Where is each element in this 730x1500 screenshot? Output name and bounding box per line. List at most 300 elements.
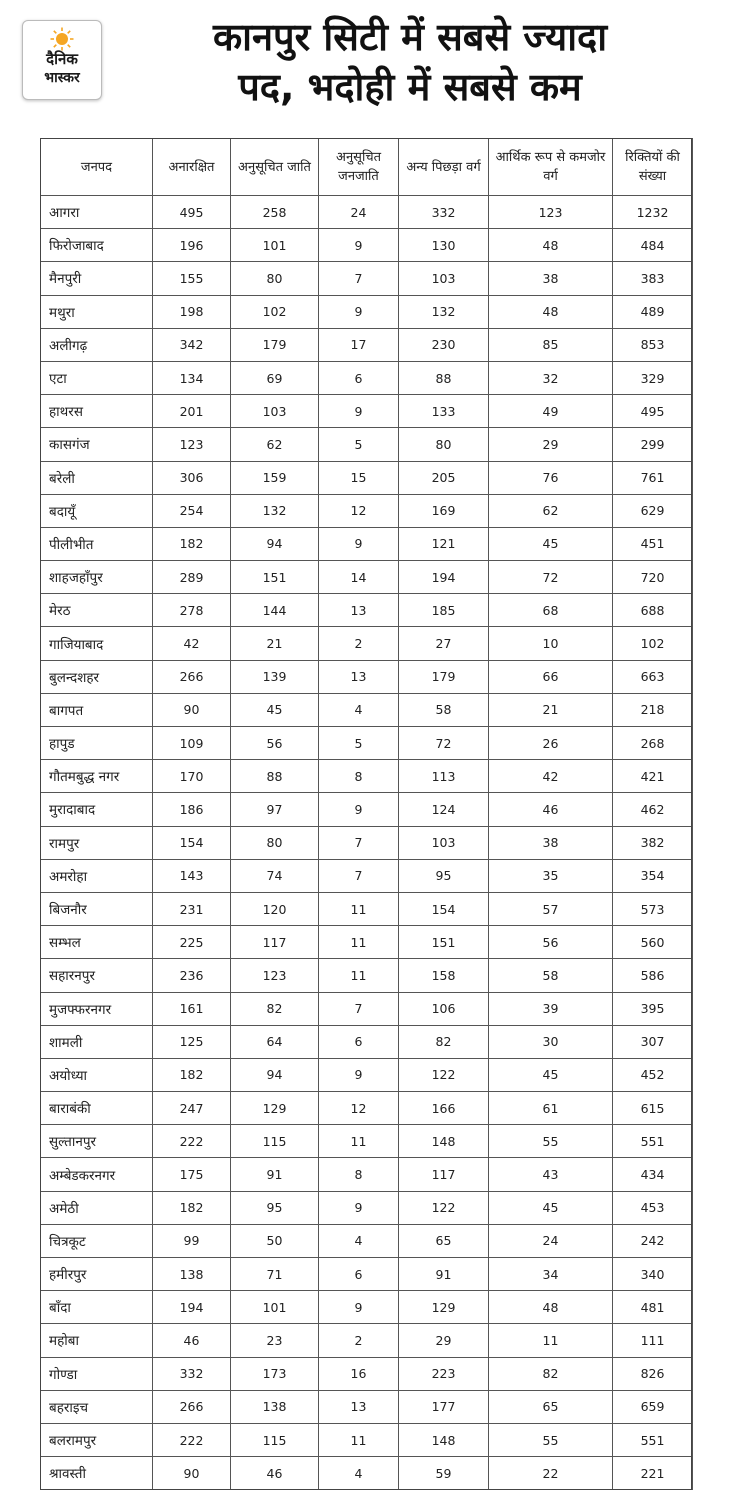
obc-cell: 122 bbox=[399, 1058, 489, 1091]
district-cell: अमरोहा bbox=[41, 859, 153, 892]
vacancies-cell: 453 bbox=[613, 1191, 693, 1224]
st-cell: 13 bbox=[319, 1390, 399, 1423]
sc-cell: 151 bbox=[231, 561, 319, 594]
ews-cell: 35 bbox=[489, 859, 613, 892]
ews-cell: 30 bbox=[489, 1025, 613, 1058]
table-row bbox=[41, 494, 693, 527]
ews-cell: 10 bbox=[489, 627, 613, 660]
unreserved-cell: 342 bbox=[153, 328, 231, 361]
table-row bbox=[41, 959, 693, 992]
district-cell: आगरा bbox=[41, 196, 153, 229]
st-cell: 12 bbox=[319, 1092, 399, 1125]
obc-cell: 59 bbox=[399, 1457, 489, 1490]
ews-cell: 55 bbox=[489, 1423, 613, 1456]
unreserved-cell: 332 bbox=[153, 1357, 231, 1390]
col-header-unreserved: अनारक्षित bbox=[153, 139, 231, 196]
table-row bbox=[41, 229, 693, 262]
col-header-sc: अनुसूचित जाति bbox=[231, 139, 319, 196]
obc-cell: 205 bbox=[399, 461, 489, 494]
st-cell: 9 bbox=[319, 1191, 399, 1224]
sc-cell: 23 bbox=[231, 1324, 319, 1357]
sc-cell: 80 bbox=[231, 262, 319, 295]
district-cell: मुरादाबाद bbox=[41, 793, 153, 826]
ews-cell: 45 bbox=[489, 1191, 613, 1224]
st-cell: 11 bbox=[319, 1125, 399, 1158]
st-cell: 24 bbox=[319, 196, 399, 229]
district-cell: अमेठी bbox=[41, 1191, 153, 1224]
st-cell: 13 bbox=[319, 660, 399, 693]
headline-line-1: कानपुर सिटी में सबसे ज्यादा bbox=[212, 15, 608, 59]
district-cell: गौतमबुद्ध नगर bbox=[41, 760, 153, 793]
district-cell: चित्रकूट bbox=[41, 1224, 153, 1257]
vacancies-cell: 395 bbox=[613, 992, 693, 1025]
table-row bbox=[41, 395, 693, 428]
district-cell: अयोध्या bbox=[41, 1058, 153, 1091]
obc-cell: 148 bbox=[399, 1125, 489, 1158]
table-row bbox=[41, 1092, 693, 1125]
sc-cell: 101 bbox=[231, 1291, 319, 1324]
unreserved-cell: 266 bbox=[153, 1390, 231, 1423]
ews-cell: 38 bbox=[489, 826, 613, 859]
st-cell: 11 bbox=[319, 892, 399, 925]
vacancies-cell: 663 bbox=[613, 660, 693, 693]
vacancies-cell: 659 bbox=[613, 1390, 693, 1423]
st-cell: 6 bbox=[319, 1025, 399, 1058]
ews-cell: 34 bbox=[489, 1258, 613, 1291]
ews-cell: 82 bbox=[489, 1357, 613, 1390]
vacancies-cell: 111 bbox=[613, 1324, 693, 1357]
col-header-ews: आर्थिक रूप से कमजोर वर्ग bbox=[489, 139, 613, 196]
district-cell: सुल्तानपुर bbox=[41, 1125, 153, 1158]
st-cell: 7 bbox=[319, 992, 399, 1025]
sc-cell: 258 bbox=[231, 196, 319, 229]
sc-cell: 103 bbox=[231, 395, 319, 428]
vacancies-cell: 434 bbox=[613, 1158, 693, 1191]
table-row bbox=[41, 295, 693, 328]
district-cell: हमीरपुर bbox=[41, 1258, 153, 1291]
obc-cell: 72 bbox=[399, 727, 489, 760]
obc-cell: 82 bbox=[399, 1025, 489, 1058]
sc-cell: 45 bbox=[231, 693, 319, 726]
st-cell: 2 bbox=[319, 627, 399, 660]
ews-cell: 61 bbox=[489, 1092, 613, 1125]
ews-cell: 72 bbox=[489, 561, 613, 594]
st-cell: 5 bbox=[319, 727, 399, 760]
vacancies-cell: 452 bbox=[613, 1058, 693, 1091]
vacancies-cell: 720 bbox=[613, 561, 693, 594]
st-cell: 9 bbox=[319, 295, 399, 328]
table-row bbox=[41, 859, 693, 892]
unreserved-cell: 196 bbox=[153, 229, 231, 262]
obc-cell: 177 bbox=[399, 1390, 489, 1423]
vacancies-cell: 102 bbox=[613, 627, 693, 660]
st-cell: 16 bbox=[319, 1357, 399, 1390]
unreserved-cell: 186 bbox=[153, 793, 231, 826]
unreserved-cell: 201 bbox=[153, 395, 231, 428]
ews-cell: 49 bbox=[489, 395, 613, 428]
district-cell: पीलीभीत bbox=[41, 527, 153, 560]
district-cell: मेरठ bbox=[41, 594, 153, 627]
unreserved-cell: 236 bbox=[153, 959, 231, 992]
ews-cell: 11 bbox=[489, 1324, 613, 1357]
ews-cell: 85 bbox=[489, 328, 613, 361]
obc-cell: 103 bbox=[399, 826, 489, 859]
vacancies-cell: 560 bbox=[613, 926, 693, 959]
table-row bbox=[41, 1191, 693, 1224]
vacancies-cell: 551 bbox=[613, 1125, 693, 1158]
unreserved-cell: 231 bbox=[153, 892, 231, 925]
unreserved-cell: 90 bbox=[153, 693, 231, 726]
obc-cell: 88 bbox=[399, 361, 489, 394]
ews-cell: 68 bbox=[489, 594, 613, 627]
table-row bbox=[41, 428, 693, 461]
table-row bbox=[41, 693, 693, 726]
district-cell: रामपुर bbox=[41, 826, 153, 859]
unreserved-cell: 125 bbox=[153, 1025, 231, 1058]
sc-cell: 21 bbox=[231, 627, 319, 660]
table-row bbox=[41, 461, 693, 494]
unreserved-cell: 161 bbox=[153, 992, 231, 1025]
unreserved-cell: 495 bbox=[153, 196, 231, 229]
table-row bbox=[41, 1158, 693, 1191]
unreserved-cell: 278 bbox=[153, 594, 231, 627]
unreserved-cell: 182 bbox=[153, 527, 231, 560]
vacancies-cell: 382 bbox=[613, 826, 693, 859]
ews-cell: 39 bbox=[489, 992, 613, 1025]
sc-cell: 138 bbox=[231, 1390, 319, 1423]
ews-cell: 42 bbox=[489, 760, 613, 793]
ews-cell: 22 bbox=[489, 1457, 613, 1490]
sc-cell: 64 bbox=[231, 1025, 319, 1058]
table-body bbox=[41, 196, 693, 1490]
st-cell: 9 bbox=[319, 527, 399, 560]
district-cell: कासगंज bbox=[41, 428, 153, 461]
ews-cell: 45 bbox=[489, 1058, 613, 1091]
table-row bbox=[41, 1258, 693, 1291]
vacancies-cell: 221 bbox=[613, 1457, 693, 1490]
vacancies-cell: 586 bbox=[613, 959, 693, 992]
unreserved-cell: 289 bbox=[153, 561, 231, 594]
vacancies-cell: 615 bbox=[613, 1092, 693, 1125]
district-cell: बदायूँ bbox=[41, 494, 153, 527]
unreserved-cell: 155 bbox=[153, 262, 231, 295]
table-row bbox=[41, 1457, 693, 1490]
vacancies-cell: 354 bbox=[613, 859, 693, 892]
obc-cell: 154 bbox=[399, 892, 489, 925]
district-cell: बरेली bbox=[41, 461, 153, 494]
ews-cell: 55 bbox=[489, 1125, 613, 1158]
sc-cell: 120 bbox=[231, 892, 319, 925]
unreserved-cell: 99 bbox=[153, 1224, 231, 1257]
ews-cell: 48 bbox=[489, 295, 613, 328]
unreserved-cell: 134 bbox=[153, 361, 231, 394]
obc-cell: 103 bbox=[399, 262, 489, 295]
col-header-st: अनुसूचित जनजाति bbox=[319, 139, 399, 196]
table-row bbox=[41, 826, 693, 859]
unreserved-cell: 182 bbox=[153, 1191, 231, 1224]
sc-cell: 144 bbox=[231, 594, 319, 627]
unreserved-cell: 254 bbox=[153, 494, 231, 527]
st-cell: 17 bbox=[319, 328, 399, 361]
sc-cell: 117 bbox=[231, 926, 319, 959]
obc-cell: 148 bbox=[399, 1423, 489, 1456]
vacancies-cell: 462 bbox=[613, 793, 693, 826]
sc-cell: 74 bbox=[231, 859, 319, 892]
sc-cell: 69 bbox=[231, 361, 319, 394]
district-cell: महोबा bbox=[41, 1324, 153, 1357]
unreserved-cell: 222 bbox=[153, 1423, 231, 1456]
table-row bbox=[41, 793, 693, 826]
sc-cell: 50 bbox=[231, 1224, 319, 1257]
sc-cell: 56 bbox=[231, 727, 319, 760]
district-cell: एटा bbox=[41, 361, 153, 394]
unreserved-cell: 170 bbox=[153, 760, 231, 793]
ews-cell: 24 bbox=[489, 1224, 613, 1257]
unreserved-cell: 109 bbox=[153, 727, 231, 760]
obc-cell: 95 bbox=[399, 859, 489, 892]
vacancies-cell: 761 bbox=[613, 461, 693, 494]
st-cell: 2 bbox=[319, 1324, 399, 1357]
district-cell: बुलन्दशहर bbox=[41, 660, 153, 693]
district-cell: सम्भल bbox=[41, 926, 153, 959]
obc-cell: 151 bbox=[399, 926, 489, 959]
ews-cell: 62 bbox=[489, 494, 613, 527]
obc-cell: 223 bbox=[399, 1357, 489, 1390]
ews-cell: 48 bbox=[489, 229, 613, 262]
ews-cell: 48 bbox=[489, 1291, 613, 1324]
obc-cell: 130 bbox=[399, 229, 489, 262]
unreserved-cell: 154 bbox=[153, 826, 231, 859]
obc-cell: 29 bbox=[399, 1324, 489, 1357]
district-cell: बहराइच bbox=[41, 1390, 153, 1423]
unreserved-cell: 123 bbox=[153, 428, 231, 461]
ews-cell: 45 bbox=[489, 527, 613, 560]
district-cell: बलरामपुर bbox=[41, 1423, 153, 1456]
vacancies-cell: 853 bbox=[613, 328, 693, 361]
table-row bbox=[41, 196, 693, 229]
table-row bbox=[41, 992, 693, 1025]
sc-cell: 94 bbox=[231, 527, 319, 560]
unreserved-cell: 143 bbox=[153, 859, 231, 892]
sc-cell: 71 bbox=[231, 1258, 319, 1291]
sc-cell: 101 bbox=[231, 229, 319, 262]
table-row bbox=[41, 1357, 693, 1390]
district-cell: गाजियाबाद bbox=[41, 627, 153, 660]
sc-cell: 95 bbox=[231, 1191, 319, 1224]
sc-cell: 88 bbox=[231, 760, 319, 793]
table-row bbox=[41, 892, 693, 925]
table-row bbox=[41, 760, 693, 793]
sc-cell: 46 bbox=[231, 1457, 319, 1490]
vacancies-cell: 688 bbox=[613, 594, 693, 627]
ews-cell: 32 bbox=[489, 361, 613, 394]
district-cell: बाराबंकी bbox=[41, 1092, 153, 1125]
ews-cell: 57 bbox=[489, 892, 613, 925]
district-cell: अलीगढ़ bbox=[41, 328, 153, 361]
col-header-district: जनपद bbox=[41, 139, 153, 196]
district-cell: अम्बेडकरनगर bbox=[41, 1158, 153, 1191]
sc-cell: 115 bbox=[231, 1423, 319, 1456]
sc-cell: 132 bbox=[231, 494, 319, 527]
table-row bbox=[41, 1390, 693, 1423]
sc-cell: 80 bbox=[231, 826, 319, 859]
obc-cell: 121 bbox=[399, 527, 489, 560]
district-cell: शाहजहाँपुर bbox=[41, 561, 153, 594]
col-header-vacancies: रिक्तियों की संख्या bbox=[613, 139, 693, 196]
st-cell: 9 bbox=[319, 793, 399, 826]
table-row bbox=[41, 1423, 693, 1456]
st-cell: 11 bbox=[319, 959, 399, 992]
sc-cell: 94 bbox=[231, 1058, 319, 1091]
obc-cell: 185 bbox=[399, 594, 489, 627]
unreserved-cell: 306 bbox=[153, 461, 231, 494]
vacancies-cell: 573 bbox=[613, 892, 693, 925]
obc-cell: 129 bbox=[399, 1291, 489, 1324]
district-cell: गोण्डा bbox=[41, 1357, 153, 1390]
unreserved-cell: 175 bbox=[153, 1158, 231, 1191]
vacancies-cell: 826 bbox=[613, 1357, 693, 1390]
ews-cell: 29 bbox=[489, 428, 613, 461]
logo-text-bhaskar: भास्कर bbox=[44, 70, 80, 86]
district-cell: मुजफ्फरनगर bbox=[41, 992, 153, 1025]
ews-cell: 123 bbox=[489, 196, 613, 229]
vacancies-cell: 481 bbox=[613, 1291, 693, 1324]
sun-icon bbox=[50, 27, 74, 51]
st-cell: 11 bbox=[319, 926, 399, 959]
st-cell: 9 bbox=[319, 1058, 399, 1091]
sc-cell: 97 bbox=[231, 793, 319, 826]
district-cell: हाथरस bbox=[41, 395, 153, 428]
table-row bbox=[41, 1025, 693, 1058]
vacancies-cell: 299 bbox=[613, 428, 693, 461]
table-row bbox=[41, 1058, 693, 1091]
vacancies-cell: 489 bbox=[613, 295, 693, 328]
ews-cell: 46 bbox=[489, 793, 613, 826]
table-row bbox=[41, 1291, 693, 1324]
st-cell: 11 bbox=[319, 1423, 399, 1456]
obc-cell: 27 bbox=[399, 627, 489, 660]
table-row bbox=[41, 926, 693, 959]
unreserved-cell: 266 bbox=[153, 660, 231, 693]
table-row bbox=[41, 627, 693, 660]
sc-cell: 115 bbox=[231, 1125, 319, 1158]
sc-cell: 179 bbox=[231, 328, 319, 361]
vacancies-cell: 551 bbox=[613, 1423, 693, 1456]
obc-cell: 91 bbox=[399, 1258, 489, 1291]
unreserved-cell: 182 bbox=[153, 1058, 231, 1091]
district-cell: मैनपुरी bbox=[41, 262, 153, 295]
st-cell: 9 bbox=[319, 1291, 399, 1324]
vacancy-table bbox=[40, 138, 693, 1490]
unreserved-cell: 198 bbox=[153, 295, 231, 328]
vacancies-cell: 1232 bbox=[613, 196, 693, 229]
obc-cell: 124 bbox=[399, 793, 489, 826]
st-cell: 7 bbox=[319, 826, 399, 859]
sc-cell: 91 bbox=[231, 1158, 319, 1191]
district-cell: शामली bbox=[41, 1025, 153, 1058]
sc-cell: 123 bbox=[231, 959, 319, 992]
vacancies-cell: 629 bbox=[613, 494, 693, 527]
st-cell: 15 bbox=[319, 461, 399, 494]
col-header-obc: अन्य पिछड़ा वर्ग bbox=[399, 139, 489, 196]
st-cell: 8 bbox=[319, 760, 399, 793]
district-cell: बागपत bbox=[41, 693, 153, 726]
obc-cell: 117 bbox=[399, 1158, 489, 1191]
brand-logo bbox=[22, 20, 102, 100]
table-row bbox=[41, 561, 693, 594]
table-row bbox=[41, 1324, 693, 1357]
st-cell: 14 bbox=[319, 561, 399, 594]
st-cell: 12 bbox=[319, 494, 399, 527]
st-cell: 4 bbox=[319, 693, 399, 726]
obc-cell: 65 bbox=[399, 1224, 489, 1257]
st-cell: 4 bbox=[319, 1224, 399, 1257]
ews-cell: 43 bbox=[489, 1158, 613, 1191]
district-cell: बिजनौर bbox=[41, 892, 153, 925]
table-row bbox=[41, 1224, 693, 1257]
vacancies-cell: 242 bbox=[613, 1224, 693, 1257]
district-cell: श्रावस्ती bbox=[41, 1457, 153, 1490]
page-header bbox=[0, 0, 730, 130]
st-cell: 6 bbox=[319, 361, 399, 394]
unreserved-cell: 42 bbox=[153, 627, 231, 660]
district-cell: हापुड bbox=[41, 727, 153, 760]
vacancies-cell: 383 bbox=[613, 262, 693, 295]
obc-cell: 122 bbox=[399, 1191, 489, 1224]
vacancies-cell: 421 bbox=[613, 760, 693, 793]
sc-cell: 102 bbox=[231, 295, 319, 328]
vacancies-cell: 451 bbox=[613, 527, 693, 560]
st-cell: 4 bbox=[319, 1457, 399, 1490]
obc-cell: 194 bbox=[399, 561, 489, 594]
sc-cell: 159 bbox=[231, 461, 319, 494]
headline bbox=[110, 12, 710, 112]
table-row bbox=[41, 1125, 693, 1158]
vacancies-cell: 329 bbox=[613, 361, 693, 394]
table-row bbox=[41, 660, 693, 693]
table-row bbox=[41, 262, 693, 295]
unreserved-cell: 90 bbox=[153, 1457, 231, 1490]
st-cell: 8 bbox=[319, 1158, 399, 1191]
ews-cell: 76 bbox=[489, 461, 613, 494]
obc-cell: 166 bbox=[399, 1092, 489, 1125]
unreserved-cell: 46 bbox=[153, 1324, 231, 1357]
sc-cell: 139 bbox=[231, 660, 319, 693]
obc-cell: 106 bbox=[399, 992, 489, 1025]
district-cell: बाँदा bbox=[41, 1291, 153, 1324]
ews-cell: 66 bbox=[489, 660, 613, 693]
ews-cell: 56 bbox=[489, 926, 613, 959]
unreserved-cell: 194 bbox=[153, 1291, 231, 1324]
sc-cell: 62 bbox=[231, 428, 319, 461]
vacancies-cell: 268 bbox=[613, 727, 693, 760]
obc-cell: 332 bbox=[399, 196, 489, 229]
sc-cell: 173 bbox=[231, 1357, 319, 1390]
vacancies-cell: 340 bbox=[613, 1258, 693, 1291]
district-cell: सहारनपुर bbox=[41, 959, 153, 992]
obc-cell: 113 bbox=[399, 760, 489, 793]
ews-cell: 26 bbox=[489, 727, 613, 760]
unreserved-cell: 138 bbox=[153, 1258, 231, 1291]
obc-cell: 132 bbox=[399, 295, 489, 328]
st-cell: 9 bbox=[319, 395, 399, 428]
st-cell: 9 bbox=[319, 229, 399, 262]
st-cell: 13 bbox=[319, 594, 399, 627]
obc-cell: 158 bbox=[399, 959, 489, 992]
district-cell: फिरोजाबाद bbox=[41, 229, 153, 262]
district-cell: मथुरा bbox=[41, 295, 153, 328]
vacancies-cell: 307 bbox=[613, 1025, 693, 1058]
